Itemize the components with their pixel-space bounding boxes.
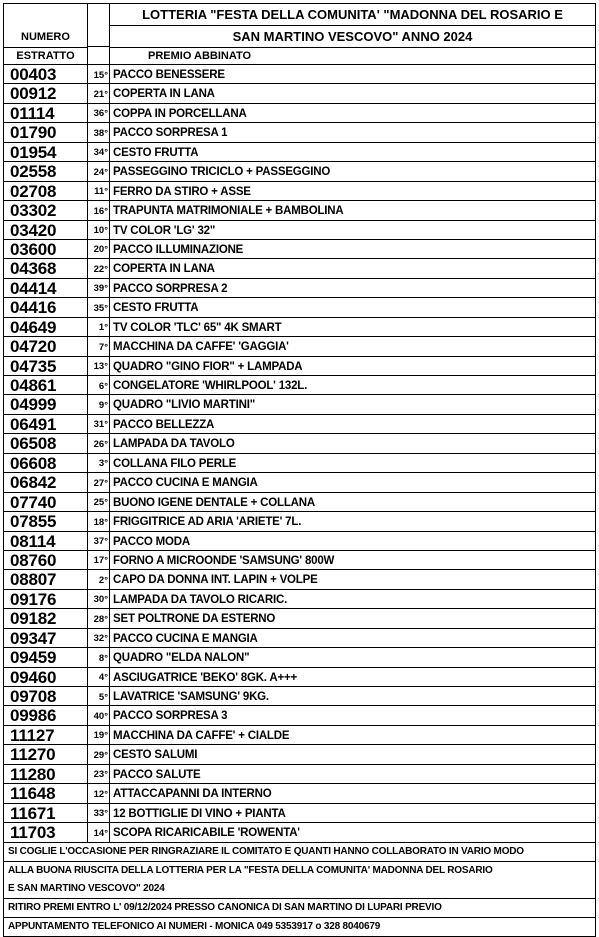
table-row xyxy=(4,804,595,823)
prize-rank: 24° xyxy=(88,162,110,182)
prize-rank: 22° xyxy=(88,259,110,279)
prize-rank: 13° xyxy=(88,357,110,377)
prize-rank: 3° xyxy=(88,454,110,474)
prize-name: FERRO DA STIRO + ASSE xyxy=(113,185,251,198)
table-row xyxy=(4,123,595,142)
prize-name: LAMPADA DA TAVOLO xyxy=(113,438,235,451)
table-row xyxy=(4,706,595,725)
drawn-number: 09347 xyxy=(4,629,88,649)
drawn-number: 11671 xyxy=(4,804,88,824)
footer-line-1: SI COGLIE L'OCCASIONE PER RINGRAZIARE IL COMITATO E QUANTI HANNO COLLABORATO IN VARIO MODO xyxy=(4,843,595,862)
drawn-number: 04368 xyxy=(4,259,88,279)
prize-rank: 36° xyxy=(88,104,110,124)
prize-rank: 19° xyxy=(88,726,110,746)
prize-rank: 37° xyxy=(88,532,110,552)
table-row xyxy=(4,298,595,317)
drawn-number: 00912 xyxy=(4,84,88,104)
drawn-number: 07855 xyxy=(4,512,88,532)
prize-rank: 14° xyxy=(88,823,110,843)
drawn-number: 09460 xyxy=(4,668,88,688)
prize-name: CESTO SALUMI xyxy=(113,749,198,762)
prize-name: PACCO SALUTE xyxy=(113,768,201,781)
header-estratto-label: ESTRATTO xyxy=(4,47,87,64)
drawn-number: 04735 xyxy=(4,357,88,377)
page-title-line2: SAN MARTINO VESCOVO" ANNO 2024 xyxy=(232,29,473,44)
drawn-number: 04416 xyxy=(4,298,88,318)
prize-rank: 34° xyxy=(88,143,110,163)
footer-line-3: E SAN MARTINO VESCOVO" 2024 xyxy=(4,880,595,899)
prize-name: QUADRO "GINO FIOR" + LAMPADA xyxy=(113,360,303,373)
drawn-number: 03302 xyxy=(4,201,88,221)
prize-rank: 28° xyxy=(88,609,110,629)
table-row xyxy=(4,532,595,551)
drawn-number: 06608 xyxy=(4,454,88,474)
drawn-number: 11648 xyxy=(4,784,88,804)
prize-rank: 16° xyxy=(88,201,110,221)
table-row xyxy=(4,240,595,259)
header-position-column xyxy=(88,4,110,64)
table-row xyxy=(4,162,595,181)
drawn-number: 09182 xyxy=(4,609,88,629)
drawn-number: 09708 xyxy=(4,687,88,707)
prize-name: QUADRO "ELDA NALON" xyxy=(113,652,250,665)
table-header xyxy=(4,4,595,65)
table-row xyxy=(4,668,595,687)
drawn-number: 00403 xyxy=(4,65,88,85)
drawn-number: 04414 xyxy=(4,279,88,299)
drawn-number: 06508 xyxy=(4,434,88,454)
prize-rank: 15° xyxy=(88,65,110,85)
prize-rank: 40° xyxy=(88,706,110,726)
drawn-number: 04649 xyxy=(4,318,88,338)
prize-rank: 25° xyxy=(88,493,110,513)
prize-rank: 38° xyxy=(88,123,110,143)
table-row xyxy=(4,259,595,278)
prize-name: PACCO SORPRESA 1 xyxy=(113,127,228,140)
prize-rank: 27° xyxy=(88,473,110,493)
prize-name: TV COLOR 'TLC' 65" 4K SMART xyxy=(113,321,282,334)
prize-rank: 12° xyxy=(88,784,110,804)
table-row xyxy=(4,745,595,764)
prize-rank: 8° xyxy=(88,648,110,668)
prize-rank: 9° xyxy=(88,395,110,415)
prize-name: ATTACCAPANNI DA INTERNO xyxy=(113,788,272,801)
table-row xyxy=(4,201,595,220)
table-row xyxy=(4,434,595,453)
table-row xyxy=(4,454,595,473)
drawn-number: 11127 xyxy=(4,726,88,746)
prize-rank: 17° xyxy=(88,551,110,571)
header-numero-label: NUMERO xyxy=(21,30,70,43)
prize-rank: 33° xyxy=(88,804,110,824)
prize-name: PACCO BELLEZZA xyxy=(113,418,215,431)
prize-name: 12 BOTTIGLIE DI VINO + PIANTA xyxy=(113,807,286,820)
header-title-column xyxy=(110,4,595,64)
drawn-number: 01954 xyxy=(4,143,88,163)
prize-rank: 26° xyxy=(88,434,110,454)
drawn-number: 09986 xyxy=(4,706,88,726)
prize-name: PACCO CUCINA E MANGIA xyxy=(113,477,258,490)
drawn-number: 09176 xyxy=(4,590,88,610)
table-row xyxy=(4,279,595,298)
prize-name: MACCHINA DA CAFFE' 'GAGGIA' xyxy=(113,341,289,354)
drawn-number: 02558 xyxy=(4,162,88,182)
table-row xyxy=(4,182,595,201)
table-row xyxy=(4,590,595,609)
prize-name: LAVATRICE 'SAMSUNG' 9KG. xyxy=(113,691,269,703)
table-row xyxy=(4,318,595,337)
prize-rank: 7° xyxy=(88,337,110,357)
footer-line-4: RITIRO PREMI ENTRO L' 09/12/2024 PRESSO CANONICA DI SAN MARTINO DI LUPARI PREVIO xyxy=(4,899,595,918)
prize-name: CESTO FRUTTA xyxy=(113,146,199,159)
prize-name: COLLANA FILO PERLE xyxy=(113,457,237,470)
prize-rank: 31° xyxy=(88,415,110,435)
table-row xyxy=(4,493,595,512)
prize-name: TV COLOR 'LG' 32" xyxy=(113,224,216,237)
prize-name: TRAPUNTA MATRIMONIALE + BAMBOLINA xyxy=(113,205,344,218)
table-row xyxy=(4,551,595,570)
table-row xyxy=(4,823,595,842)
prize-name: FRIGGITRICE AD ARIA 'ARIETE' 7L. xyxy=(113,516,302,529)
lottery-results-sheet xyxy=(3,3,596,937)
drawn-number: 07740 xyxy=(4,493,88,513)
drawn-number: 04720 xyxy=(4,337,88,357)
table-row xyxy=(4,765,595,784)
prize-name: PASSEGGINO TRICICLO + PASSEGGINO xyxy=(113,166,331,179)
drawn-number: 08760 xyxy=(4,551,88,571)
drawn-number: 09459 xyxy=(4,648,88,668)
drawn-number: 01790 xyxy=(4,123,88,143)
drawn-number: 02708 xyxy=(4,182,88,202)
prize-name: PACCO ILLUMINAZIONE xyxy=(113,243,244,256)
table-row xyxy=(4,609,595,628)
drawn-number: 11280 xyxy=(4,765,88,785)
drawn-number: 11703 xyxy=(4,823,88,843)
prize-name: BUONO IGENE DENTALE + COLLANA xyxy=(113,496,315,509)
table-row xyxy=(4,143,595,162)
prize-rank: 29° xyxy=(88,745,110,765)
prize-name: PACCO SORPRESA 2 xyxy=(113,282,228,295)
prize-name: PACCO MODA xyxy=(113,535,191,548)
table-row xyxy=(4,65,595,84)
table-row xyxy=(4,357,595,376)
table-row xyxy=(4,784,595,803)
prize-name: PACCO BENESSERE xyxy=(113,69,225,81)
table-row xyxy=(4,512,595,531)
prize-rank: 30° xyxy=(88,590,110,610)
drawn-number: 01114 xyxy=(4,104,88,124)
prize-rank: 18° xyxy=(88,512,110,532)
results-table-body xyxy=(4,65,595,843)
table-row xyxy=(4,104,595,123)
table-row xyxy=(4,395,595,414)
table-row xyxy=(4,570,595,589)
table-row xyxy=(4,221,595,240)
footer-notes xyxy=(4,843,595,936)
drawn-number: 08807 xyxy=(4,570,88,590)
prize-rank: 20° xyxy=(88,240,110,260)
prize-rank: 1° xyxy=(88,318,110,338)
prize-name: CONGELATORE 'WHIRLPOOL' 132L. xyxy=(113,380,308,392)
prize-rank: 2° xyxy=(88,570,110,590)
table-row xyxy=(4,648,595,667)
footer-line-2: ALLA BUONA RIUSCITA DELLA LOTTERIA PER LA "FESTA DELLA COMUNITA' MADONNA DEL ROSARIO xyxy=(8,865,493,876)
table-row xyxy=(4,473,595,492)
prize-name: COPERTA IN LANA xyxy=(113,263,215,276)
prize-rank: 23° xyxy=(88,765,110,785)
table-row xyxy=(4,415,595,434)
prize-rank: 39° xyxy=(88,279,110,299)
drawn-number: 11270 xyxy=(4,745,88,765)
prize-rank: 5° xyxy=(88,687,110,707)
table-row xyxy=(4,337,595,356)
prize-name: SCOPA RICARICABILE 'ROWENTA' xyxy=(113,827,300,840)
prize-name: COPPA IN PORCELLANA xyxy=(113,107,247,120)
prize-name: FORNO A MICROONDE 'SAMSUNG' 800W xyxy=(113,554,335,567)
prize-name: LAMPADA DA TAVOLO RICARIC. xyxy=(113,593,288,606)
prize-name: ASCIUGATRICE 'BEKO' 8GK. A+++ xyxy=(113,671,298,684)
page-title-line1: LOTTERIA "FESTA DELLA COMUNITA' "MADONNA DEL ROSARIO E xyxy=(110,4,595,26)
table-row xyxy=(4,84,595,103)
drawn-number: 03420 xyxy=(4,221,88,241)
prize-rank: 35° xyxy=(88,298,110,318)
drawn-number: 06842 xyxy=(4,473,88,493)
table-row xyxy=(4,726,595,745)
prize-rank: 10° xyxy=(88,221,110,241)
prize-rank: 6° xyxy=(88,376,110,396)
table-row xyxy=(4,687,595,706)
table-row xyxy=(4,629,595,648)
drawn-number: 04999 xyxy=(4,395,88,415)
header-premio-label: PREMIO ABBINATO xyxy=(110,47,595,64)
table-row xyxy=(4,376,595,395)
prize-rank: 4° xyxy=(88,668,110,688)
prize-name: PACCO SORPRESA 3 xyxy=(113,710,228,723)
prize-name: CAPO DA DONNA INT. LAPIN + VOLPE xyxy=(113,574,318,587)
header-numero-column xyxy=(4,4,88,64)
prize-rank: 21° xyxy=(88,84,110,104)
prize-name: COPERTA IN LANA xyxy=(113,88,215,101)
drawn-number: 06491 xyxy=(4,415,88,435)
prize-name: MACCHINA DA CAFFE' + CIALDE xyxy=(113,729,290,742)
prize-name: CESTO FRUTTA xyxy=(113,302,199,315)
prize-name: QUADRO "LIVIO MARTINI" xyxy=(113,399,255,412)
prize-name: SET POLTRONE DA ESTERNO xyxy=(113,613,276,626)
drawn-number: 08114 xyxy=(4,532,88,552)
prize-rank: 11° xyxy=(88,182,110,202)
prize-rank: 32° xyxy=(88,629,110,649)
drawn-number: 03600 xyxy=(4,240,88,260)
footer-line-5: APPUNTAMENTO TELEFONICO AI NUMERI - MONICA 049 5353917 o 328 8040679 xyxy=(8,921,381,932)
drawn-number: 04861 xyxy=(4,376,88,396)
prize-name: PACCO CUCINA E MANGIA xyxy=(113,632,258,645)
